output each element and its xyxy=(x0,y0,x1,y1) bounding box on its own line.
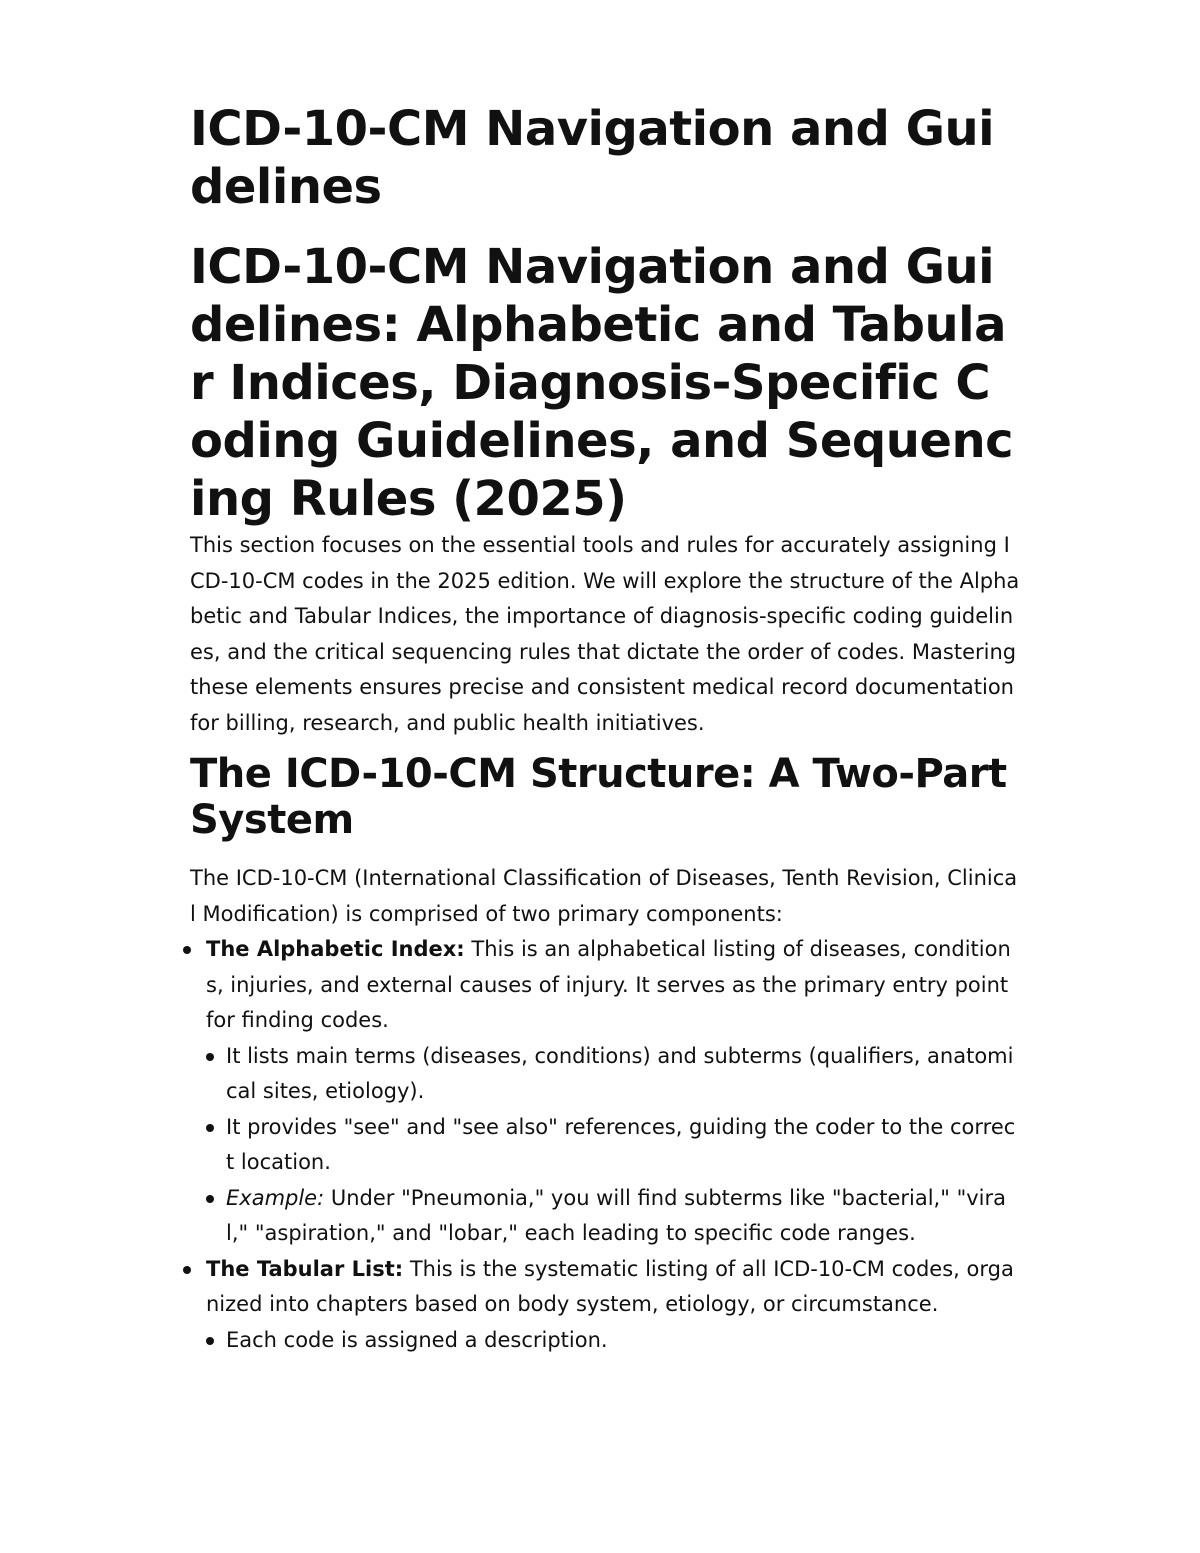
document-page xyxy=(190,100,1020,1358)
sub-list-item-text: Each code is assigned a description. xyxy=(226,1327,608,1352)
alphabetic-index-sublist xyxy=(206,1039,1020,1252)
sub-list-item-text: Under "Pneumonia," you will find subterms like "bacterial," "viral," "aspiration," and "lobar," each leading to specific code ranges. xyxy=(226,1185,1006,1245)
sub-list-item-text: It lists main terms (diseases, conditions) and subterms (qualifiers, anatomical sites, etiology). xyxy=(226,1043,1014,1103)
list-item-text: This is an alphabetical listing of diseases, conditions, injuries, and external causes of injury. It serves as the primary entry point for finding codes. xyxy=(206,937,1011,1032)
example-label: Example: xyxy=(226,1185,325,1210)
sub-list-item xyxy=(206,1039,1020,1110)
sub-list-item xyxy=(206,1110,1020,1181)
list-item-tabular-list xyxy=(190,1252,1020,1359)
list-item-alphabetic-index xyxy=(190,932,1020,1252)
sub-list-item xyxy=(206,1323,1020,1359)
component-list xyxy=(190,932,1020,1358)
sub-list-item-text: It provides "see" and "see also" references, guiding the coder to the correct location. xyxy=(226,1114,1016,1174)
list-item-text: This is the systematic listing of all ICD-10-CM codes, organized into chapters based on body system, etiology, or circumstance. xyxy=(206,1256,1014,1316)
sub-list-item xyxy=(206,1181,1020,1252)
intro-paragraph: This section focuses on the essential tools and rules for accurately assigning ICD-10-CM codes in the 2025 edition. We will explore the structure of the Alphabetic and Tabular Indices, the importance of diagnosis-specific coding guidelines, and the critical sequencing rules that dictate the order of codes. Mastering these elements ensures precise and consistent medical record documentation for billing, research, and public health initiatives. xyxy=(190,533,1020,735)
document-subtitle: ICD-10-CM Navigation and Guidelines: Alphabetic and Tabular Indices, Diagnosis-Specific Coding Guidelines, and Sequencing Rules (2025) xyxy=(190,239,1014,527)
tabular-list-sublist xyxy=(206,1323,1020,1359)
document-title: ICD-10-CM Navigation and Guidelines xyxy=(190,101,995,215)
section-lead-paragraph: The ICD-10-CM (International Classification of Diseases, Tenth Revision, Clinical Modification) is comprised of two primary components: xyxy=(190,866,1018,926)
section-heading: The ICD-10-CM Structure: A Two-Part System xyxy=(190,751,1007,843)
list-item-term: The Alphabetic Index: xyxy=(206,937,465,961)
list-item-term: The Tabular List: xyxy=(206,1256,404,1281)
